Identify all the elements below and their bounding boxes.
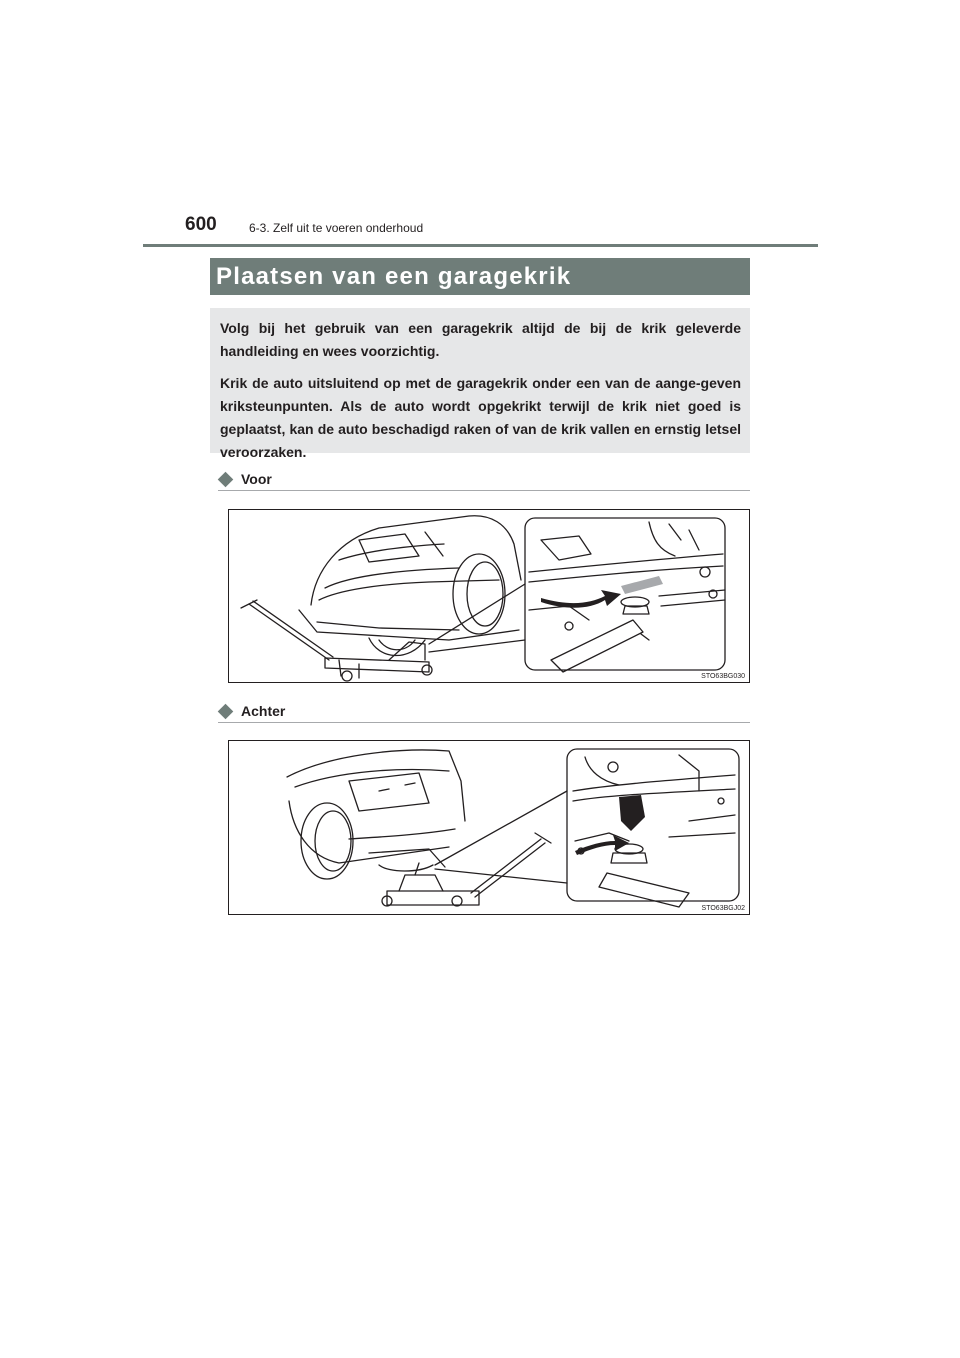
figure-rear bbox=[228, 740, 750, 915]
sub-heading-rear bbox=[218, 700, 750, 723]
sub-heading-label: Voor bbox=[241, 471, 272, 487]
title-bar bbox=[210, 258, 750, 295]
diamond-icon bbox=[218, 471, 234, 487]
header-rule bbox=[143, 244, 818, 247]
figure-code-rear: STO63BGJ02 bbox=[701, 905, 745, 912]
rear-jack-illustration bbox=[229, 741, 749, 914]
caution-paragraph-2: Krik de auto uitsluitend op met de garagekrik onder een van de aange-geven kriksteunpunten. Als de auto wordt opgekrikt terwijl de krik niet goed is geplaatst, kan de auto beschadigd raken of van de krik vallen en ernstig letsel veroorzaken. bbox=[220, 375, 741, 460]
sub-heading-front bbox=[218, 468, 750, 491]
caution-paragraph-1: Volg bij het gebruik van een garagekrik altijd de bij de krik geleverde handleiding en wees voorzichtig. bbox=[220, 320, 741, 359]
page-title: Plaatsen van een garagekrik bbox=[216, 262, 572, 290]
figure-code-front: STO63BG030 bbox=[701, 673, 745, 680]
page-number: 600 bbox=[185, 214, 217, 235]
front-jack-illustration bbox=[229, 510, 749, 682]
figure-front bbox=[228, 509, 750, 683]
diamond-icon bbox=[218, 703, 234, 719]
sub-heading-label: Achter bbox=[241, 703, 286, 719]
caution-box bbox=[210, 308, 750, 460]
section-header: 6-3. Zelf uit te voeren onderhoud bbox=[249, 221, 424, 235]
